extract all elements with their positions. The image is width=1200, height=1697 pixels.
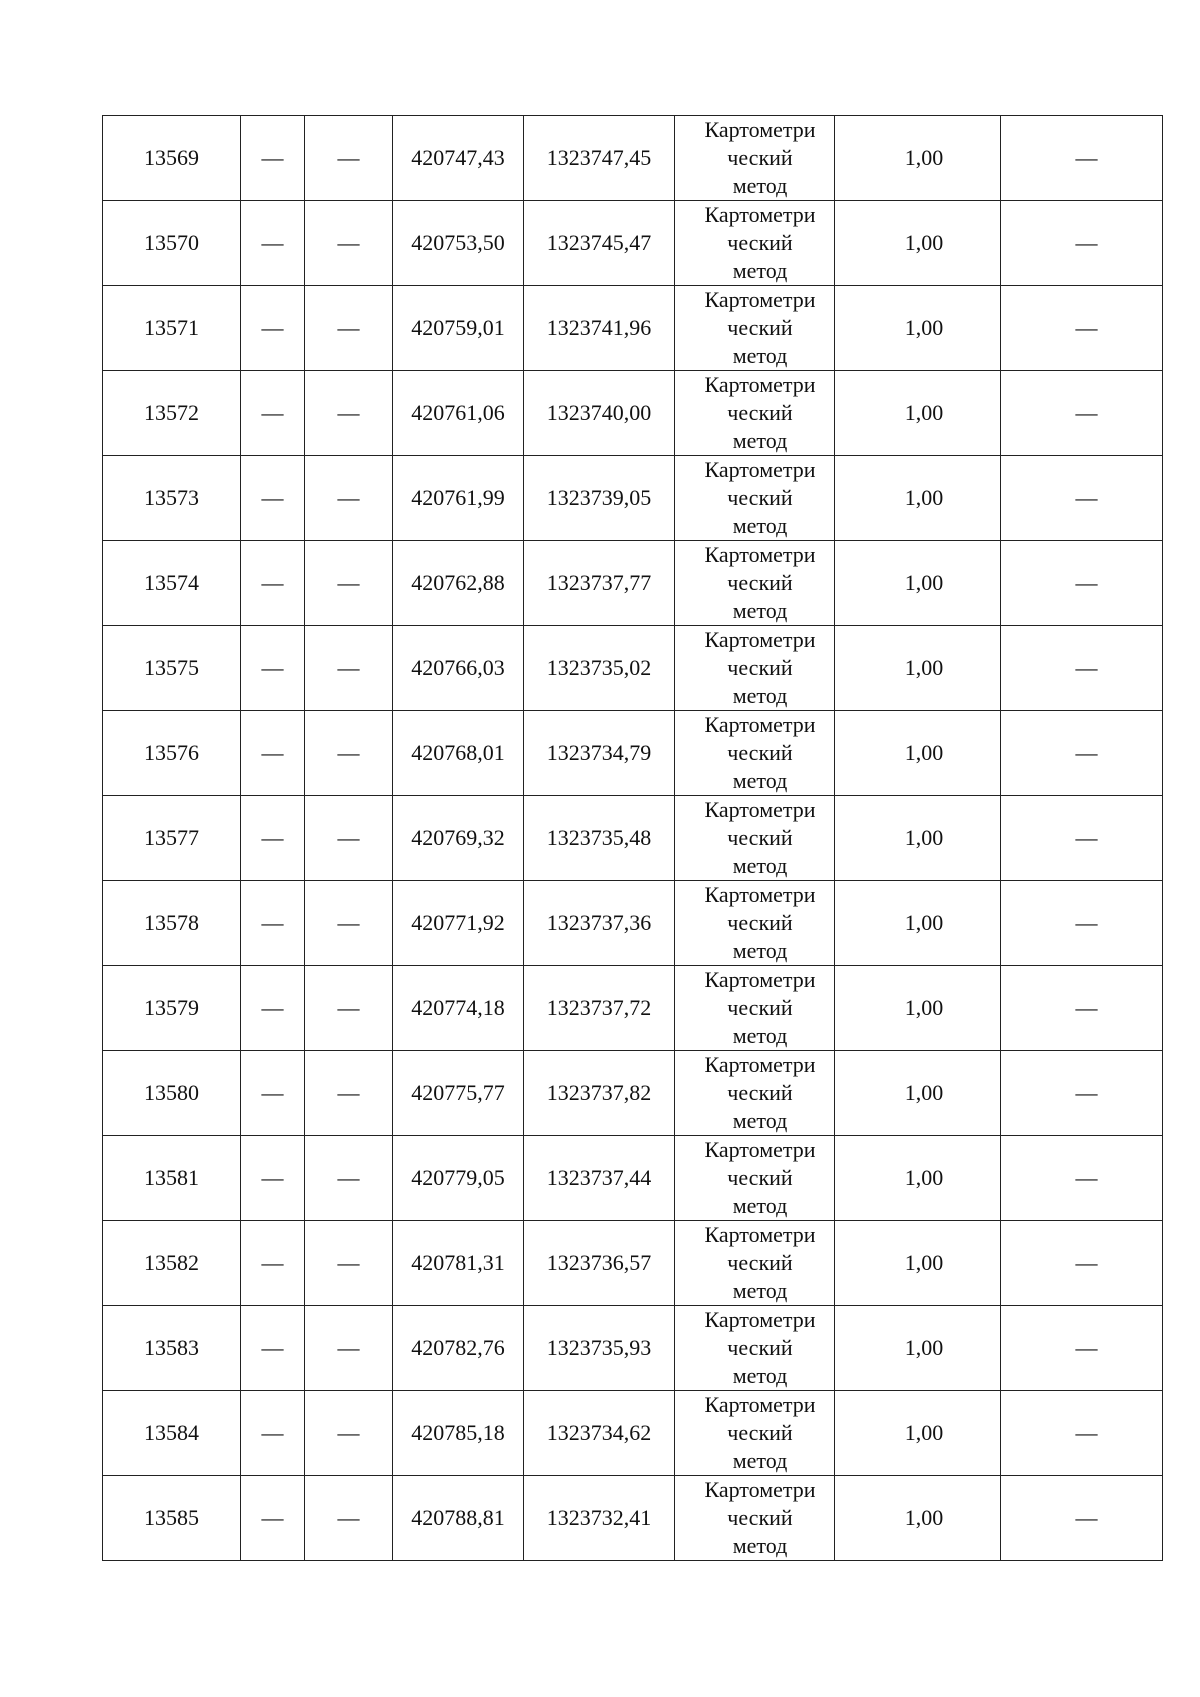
method-cell (675, 1476, 835, 1561)
method-text-line: ческий (727, 145, 793, 170)
method-text-line: метод (732, 258, 788, 283)
method-text-line: метод (732, 1278, 788, 1303)
coordinate-x-cell: 420771,92 (393, 881, 524, 966)
coordinate-x-cell: 420782,76 (393, 1306, 524, 1391)
method-text-line: Картометри (704, 1392, 816, 1417)
dash-cell: — (305, 541, 393, 626)
dash-cell: — (241, 286, 305, 371)
table-row (103, 796, 1163, 881)
coordinate-y-cell: 1323735,48 (524, 796, 675, 881)
accuracy-cell: 1,00 (835, 286, 1001, 371)
dash-cell: — (305, 1391, 393, 1476)
accuracy-cell: 1,00 (835, 541, 1001, 626)
method-text-line: ческий (727, 230, 793, 255)
coordinate-x-cell: 420774,18 (393, 966, 524, 1051)
table-row (103, 1391, 1163, 1476)
point-number-cell: 13574 (103, 541, 241, 626)
accuracy-cell: 1,00 (835, 201, 1001, 286)
table-row (103, 541, 1163, 626)
dash-cell: — (241, 1136, 305, 1221)
dash-cell: — (241, 711, 305, 796)
method-text-line: Картометри (704, 542, 816, 567)
method-text-line: метод (732, 513, 788, 538)
table-row (103, 626, 1163, 711)
method-text-line: Картометри (704, 1477, 816, 1502)
table-row (103, 1306, 1163, 1391)
coordinate-x-cell: 420761,06 (393, 371, 524, 456)
point-number-cell: 13569 (103, 116, 241, 201)
dash-cell: — (241, 201, 305, 286)
accuracy-cell: 1,00 (835, 796, 1001, 881)
method-text-line: метод (732, 343, 788, 368)
method-text-line: ческий (727, 1505, 793, 1530)
accuracy-cell: 1,00 (835, 1306, 1001, 1391)
dash-cell: — (241, 1221, 305, 1306)
coordinate-y-cell: 1323740,00 (524, 371, 675, 456)
accuracy-cell: 1,00 (835, 456, 1001, 541)
accuracy-cell: 1,00 (835, 1391, 1001, 1476)
coordinate-y-cell: 1323737,72 (524, 966, 675, 1051)
table-row (103, 966, 1163, 1051)
dash-cell: — (241, 1391, 305, 1476)
method-text-line: метод (732, 1193, 788, 1218)
dash-cell: — (305, 966, 393, 1051)
dash-cell: — (305, 1476, 393, 1561)
method-cell (675, 626, 835, 711)
dash-cell: — (1001, 286, 1163, 371)
method-cell (675, 1136, 835, 1221)
method-text-line: Картометри (704, 1222, 816, 1247)
point-number-cell: 13582 (103, 1221, 241, 1306)
coordinates-table (102, 115, 1163, 1561)
dash-cell: — (241, 116, 305, 201)
method-text-line: ческий (727, 1165, 793, 1190)
dash-cell: — (305, 881, 393, 966)
method-text-line: метод (732, 1533, 788, 1558)
method-cell (675, 286, 835, 371)
dash-cell: — (1001, 541, 1163, 626)
accuracy-cell: 1,00 (835, 1476, 1001, 1561)
dash-cell: — (241, 966, 305, 1051)
point-number-cell: 13571 (103, 286, 241, 371)
point-number-cell: 13580 (103, 1051, 241, 1136)
point-number-cell: 13570 (103, 201, 241, 286)
method-text-line: Картометри (704, 712, 816, 737)
point-number-cell: 13578 (103, 881, 241, 966)
coordinate-y-cell: 1323741,96 (524, 286, 675, 371)
coordinate-y-cell: 1323734,62 (524, 1391, 675, 1476)
method-cell (675, 711, 835, 796)
table-row (103, 881, 1163, 966)
coordinate-y-cell: 1323732,41 (524, 1476, 675, 1561)
dash-cell: — (1001, 1476, 1163, 1561)
coordinate-y-cell: 1323737,36 (524, 881, 675, 966)
method-cell (675, 456, 835, 541)
method-text-line: метод (732, 853, 788, 878)
dash-cell: — (305, 626, 393, 711)
method-text-line: Картометри (704, 202, 816, 227)
coordinate-y-cell: 1323737,82 (524, 1051, 675, 1136)
coordinate-x-cell: 420747,43 (393, 116, 524, 201)
dash-cell: — (241, 626, 305, 711)
table-row (103, 286, 1163, 371)
coordinate-x-cell: 420781,31 (393, 1221, 524, 1306)
method-cell (675, 371, 835, 456)
method-text-line: метод (732, 683, 788, 708)
accuracy-cell: 1,00 (835, 711, 1001, 796)
method-cell (675, 1051, 835, 1136)
table-row (103, 1476, 1163, 1561)
dash-cell: — (305, 711, 393, 796)
coordinate-x-cell: 420769,32 (393, 796, 524, 881)
method-cell (675, 966, 835, 1051)
method-text-line: ческий (727, 1420, 793, 1445)
dash-cell: — (1001, 1136, 1163, 1221)
coordinate-y-cell: 1323735,93 (524, 1306, 675, 1391)
method-text-line: ческий (727, 1335, 793, 1360)
coordinate-y-cell: 1323737,44 (524, 1136, 675, 1221)
table-row (103, 1051, 1163, 1136)
point-number-cell: 13577 (103, 796, 241, 881)
dash-cell: — (305, 456, 393, 541)
coordinate-x-cell: 420779,05 (393, 1136, 524, 1221)
dash-cell: — (1001, 1391, 1163, 1476)
coordinates-table-body (103, 116, 1163, 1561)
method-text-line: ческий (727, 570, 793, 595)
dash-cell: — (305, 286, 393, 371)
dash-cell: — (1001, 966, 1163, 1051)
method-text-line: Картометри (704, 1307, 816, 1332)
dash-cell: — (1001, 116, 1163, 201)
coordinate-x-cell: 420762,88 (393, 541, 524, 626)
coordinate-x-cell: 420766,03 (393, 626, 524, 711)
accuracy-cell: 1,00 (835, 626, 1001, 711)
table-row (103, 1221, 1163, 1306)
coordinate-x-cell: 420785,18 (393, 1391, 524, 1476)
method-cell (675, 1391, 835, 1476)
dash-cell: — (1001, 371, 1163, 456)
method-text-line: метод (732, 173, 788, 198)
dash-cell: — (305, 201, 393, 286)
dash-cell: — (241, 1306, 305, 1391)
method-text-line: метод (732, 1023, 788, 1048)
point-number-cell: 13584 (103, 1391, 241, 1476)
coordinate-x-cell: 420788,81 (393, 1476, 524, 1561)
dash-cell: — (1001, 1306, 1163, 1391)
method-text-line: ческий (727, 315, 793, 340)
table-row (103, 456, 1163, 541)
method-text-line: Картометри (704, 1052, 816, 1077)
method-text-line: ческий (727, 655, 793, 680)
method-text-line: Картометри (704, 967, 816, 992)
dash-cell: — (305, 1221, 393, 1306)
method-text-line: ческий (727, 825, 793, 850)
accuracy-cell: 1,00 (835, 966, 1001, 1051)
table-row (103, 201, 1163, 286)
accuracy-cell: 1,00 (835, 116, 1001, 201)
coordinate-y-cell: 1323747,45 (524, 116, 675, 201)
method-cell (675, 796, 835, 881)
dash-cell: — (1001, 626, 1163, 711)
dash-cell: — (1001, 1051, 1163, 1136)
point-number-cell: 13579 (103, 966, 241, 1051)
point-number-cell: 13581 (103, 1136, 241, 1221)
accuracy-cell: 1,00 (835, 1051, 1001, 1136)
method-text-line: метод (732, 938, 788, 963)
dash-cell: — (305, 1306, 393, 1391)
dash-cell: — (305, 1051, 393, 1136)
accuracy-cell: 1,00 (835, 371, 1001, 456)
method-cell (675, 201, 835, 286)
dash-cell: — (1001, 456, 1163, 541)
method-text-line: ческий (727, 995, 793, 1020)
dash-cell: — (1001, 881, 1163, 966)
method-text-line: Картометри (704, 1137, 816, 1162)
point-number-cell: 13576 (103, 711, 241, 796)
dash-cell: — (241, 456, 305, 541)
method-cell (675, 116, 835, 201)
method-cell (675, 1306, 835, 1391)
point-number-cell: 13575 (103, 626, 241, 711)
dash-cell: — (241, 1476, 305, 1561)
coordinate-x-cell: 420775,77 (393, 1051, 524, 1136)
dash-cell: — (305, 371, 393, 456)
coordinate-x-cell: 420759,01 (393, 286, 524, 371)
dash-cell: — (305, 796, 393, 881)
coordinate-y-cell: 1323734,79 (524, 711, 675, 796)
coordinate-x-cell: 420761,99 (393, 456, 524, 541)
method-cell (675, 881, 835, 966)
method-cell (675, 1221, 835, 1306)
dash-cell: — (241, 796, 305, 881)
coordinate-y-cell: 1323739,05 (524, 456, 675, 541)
dash-cell: — (1001, 1221, 1163, 1306)
accuracy-cell: 1,00 (835, 881, 1001, 966)
method-text-line: метод (732, 1108, 788, 1133)
method-text-line: Картометри (704, 797, 816, 822)
point-number-cell: 13583 (103, 1306, 241, 1391)
accuracy-cell: 1,00 (835, 1136, 1001, 1221)
coordinate-y-cell: 1323736,57 (524, 1221, 675, 1306)
table-row (103, 116, 1163, 201)
method-text-line: ческий (727, 400, 793, 425)
method-text-line: метод (732, 428, 788, 453)
coordinate-x-cell: 420753,50 (393, 201, 524, 286)
point-number-cell: 13572 (103, 371, 241, 456)
method-text-line: ческий (727, 1080, 793, 1105)
dash-cell: — (305, 1136, 393, 1221)
method-text-line: Картометри (704, 287, 816, 312)
table-row (103, 1136, 1163, 1221)
method-text-line: ческий (727, 485, 793, 510)
dash-cell: — (305, 116, 393, 201)
point-number-cell: 13585 (103, 1476, 241, 1561)
dash-cell: — (1001, 201, 1163, 286)
dash-cell: — (1001, 711, 1163, 796)
dash-cell: — (241, 1051, 305, 1136)
method-text-line: Картометри (704, 882, 816, 907)
dash-cell: — (241, 541, 305, 626)
method-text-line: Картометри (704, 372, 816, 397)
method-text-line: метод (732, 768, 788, 793)
coordinate-y-cell: 1323735,02 (524, 626, 675, 711)
method-text-line: Картометри (704, 627, 816, 652)
dash-cell: — (1001, 796, 1163, 881)
dash-cell: — (241, 371, 305, 456)
method-text-line: метод (732, 598, 788, 623)
dash-cell: — (241, 881, 305, 966)
method-text-line: метод (732, 1448, 788, 1473)
method-cell (675, 541, 835, 626)
coordinate-y-cell: 1323737,77 (524, 541, 675, 626)
table-row (103, 711, 1163, 796)
method-text-line: ческий (727, 910, 793, 935)
table-row (103, 371, 1163, 456)
coordinate-y-cell: 1323745,47 (524, 201, 675, 286)
method-text-line: ческий (727, 740, 793, 765)
method-text-line: метод (732, 1363, 788, 1388)
coordinate-x-cell: 420768,01 (393, 711, 524, 796)
method-text-line: Картометри (704, 457, 816, 482)
point-number-cell: 13573 (103, 456, 241, 541)
method-text-line: ческий (727, 1250, 793, 1275)
accuracy-cell: 1,00 (835, 1221, 1001, 1306)
method-text-line: Картометри (704, 117, 816, 142)
